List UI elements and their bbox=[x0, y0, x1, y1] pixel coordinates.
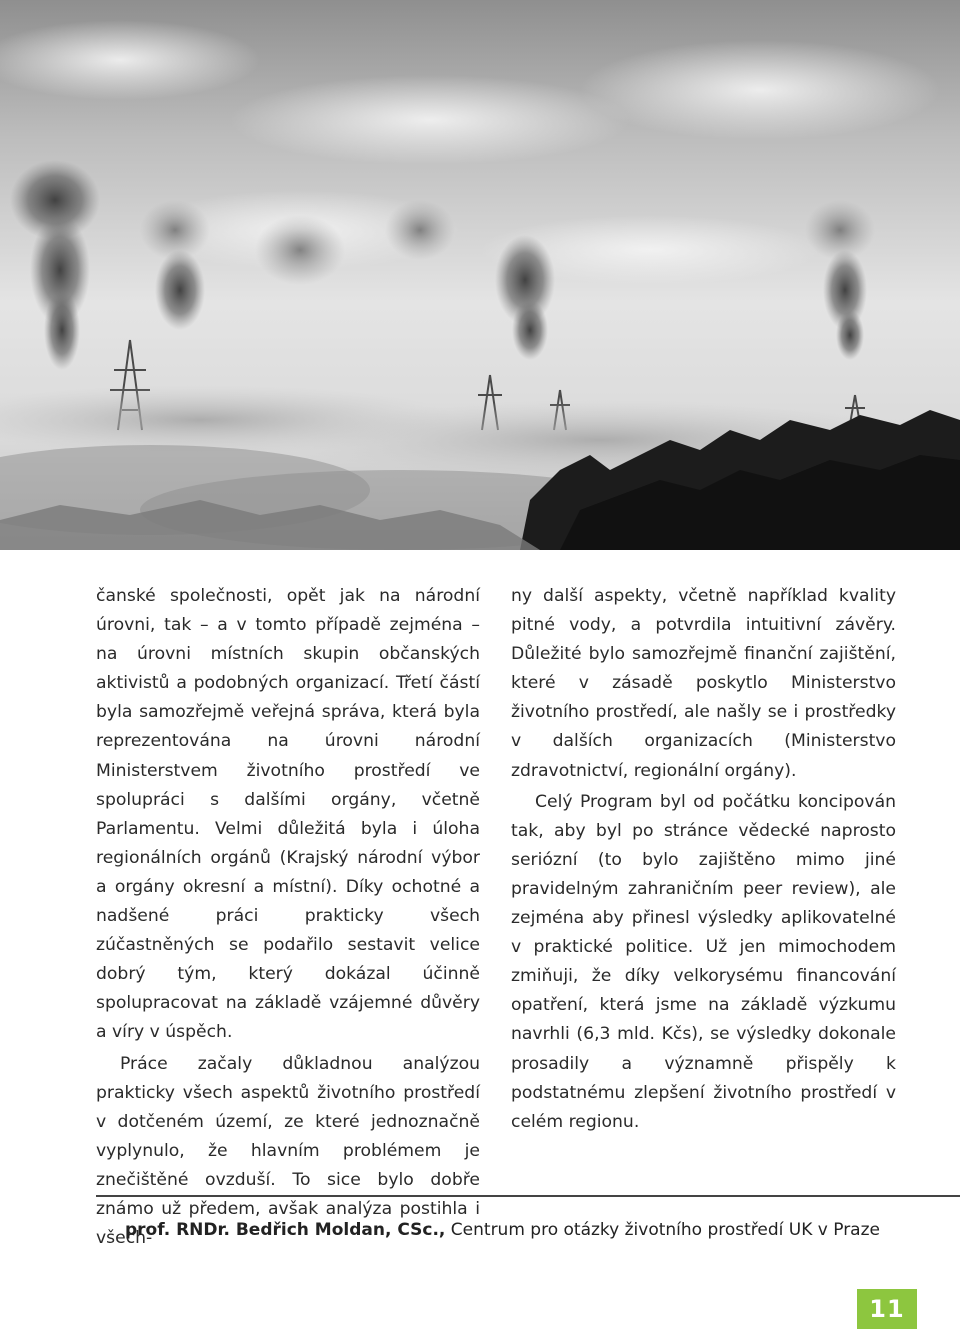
right-text-column bbox=[511, 582, 896, 1137]
paragraph: Celý Program byl od počátku koncipován tak, aby byl po stránce vědecké naprosto seriózní (to bylo zajištěno mimo jiné pravidelným zahraničním peer review), ale zejména aby přinesl výsledky aplikovatelné v praktické politice. Už jen mimochodem zmiňuji, že díky velkorysému financování opatření, která jsme na základě výzkumu navrhli (6,3 mld. Kčs), se výsledky dokonale prosadily a významně přispěly k podstatnému zlepšení životního prostředí v celém regionu. bbox=[511, 791, 896, 1132]
paragraph: Práce začaly důkladnou analýzou prakticky všech aspektů životního prostředí v dotčeném území, ze které jednoznačně vyplynulo, že hlavním problémem je znečištěné ovzduší. To sice bylo dobře známo už předem, avšak analýza postihla i všech- bbox=[96, 1053, 480, 1249]
left-text-column bbox=[96, 582, 480, 1253]
author-affiliation: Centrum pro otázky životního prostředí UK v Praze bbox=[445, 1220, 880, 1240]
divider bbox=[96, 1195, 960, 1197]
industrial-landscape-photo-icon bbox=[0, 0, 960, 550]
page-number-badge: 11 bbox=[857, 1289, 917, 1329]
paragraph: čanské společnosti, opět jak na národní úrovni, tak – a v tomto případě zejména – na úrovni místních skupin občanských aktivistů a podobných organizací. Třetí částí byla samozřejmě veřejná správa, která byla reprezentována na úrovni národní Ministerstvem životního prostředí ve spolupráci s dalšími orgány, včetně Parlamentu. Velmi důležitá byla i úloha regionálních orgánů (Krajský národní výbor a orgány okresní a místní). Díky ochotné a nadšené práci prakticky všech zúčastněných se podařilo sestavit velice dobrý tým, který dokázal účinně spolupracovat na základě vzájemné důvěry a víry v úspěch. bbox=[96, 586, 480, 1043]
author-credit bbox=[125, 1215, 880, 1245]
paragraph: ny další aspekty, včetně například kvality pitné vody, a potvrdila intuitivní závěry. Důležité bylo samozřejmě finanční zajištění, které v zásadě poskytlo Ministerstvo životního prostředí, ale našly se i prostředky v dalších organizacích (Ministerstvo zdravotnictví, regionální orgány). bbox=[511, 586, 896, 781]
hero-photo bbox=[0, 0, 960, 550]
author-name: prof. RNDr. Bedřich Moldan, CSc., bbox=[125, 1220, 446, 1240]
